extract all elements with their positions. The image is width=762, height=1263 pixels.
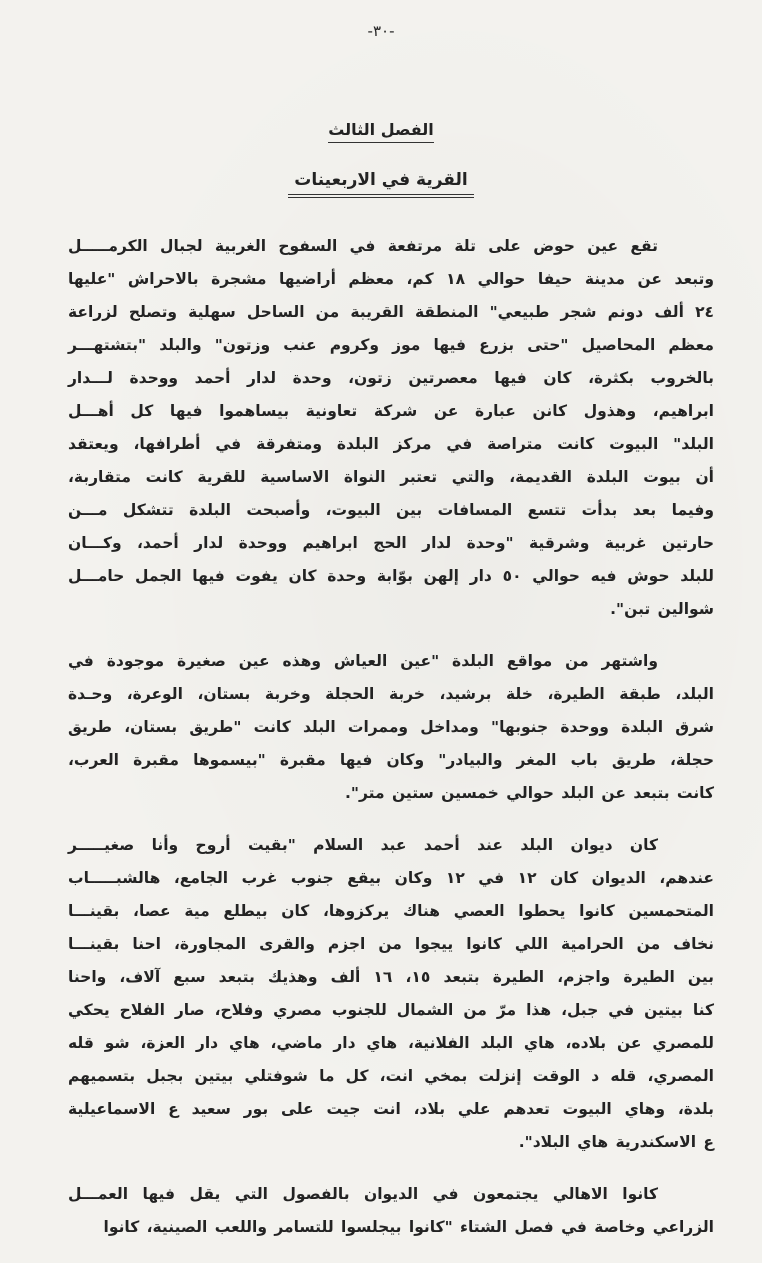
body-text [68, 230, 714, 1263]
text-line: للبلد حوش فيه حوالي ٥٠ دار إلهن بوّابة وحدة كان يفوت فيها الجمل حامـــل [68, 567, 714, 585]
text-line: ٢٤ ألف دونم شجر طبيعي" المنطقة القريبة من الساحل سهلية وتصلح لزراعة [68, 303, 714, 321]
section-heading [0, 170, 762, 190]
text-line: بلدة، وهاي البيوت تعدهم علي بلاد، انت جيت على بور سعيد ع الاسماعيلية [68, 1100, 714, 1118]
text-line: البلد، طبقة الطيرة، خلة برشيد، خربة الحجلة وخربة بستان، الوعرة، وحـدة [68, 685, 714, 703]
text-line: حارتين غربية وشرقية "وحدة لدار الحج ابراهيم ووحدة لدار أحمد، وكـــان [68, 534, 714, 552]
text-line: حجلة، طريق باب المغر والبيادر" وكان فيها مقبرة "بيسموها مقبرة العرب، [68, 751, 714, 769]
text-line: كنا بيتين في جبل، هذا مرّ من الشمال للجنوب مصري وفلاح، صار الفلاح يحكي [68, 1001, 714, 1019]
paragraph [68, 1178, 714, 1244]
text-line: أن بيوت البلدة القديمة، والتي تعتبر النواة الاساسية للقرية كانت متقاربة، [68, 468, 714, 486]
text-line: تقع عين حوض على تلة مرتفعة في السفوح الغربية لجبال الكرمـــــل [68, 237, 658, 255]
chapter-heading [0, 120, 762, 139]
text-line: كان ديوان البلد عند أحمد عبد السلام "بقيت أروح وأنا صغيـــــر [68, 836, 658, 854]
paragraph [68, 829, 714, 1159]
text-line: واشتهر من مواقع البلدة "عين العياش وهذه عين صغيرة موجودة في [68, 652, 658, 670]
text-line: بين الطيرة واجزم، الطيرة بتبعد ١٥، ١٦ ألف وهذيك بتبعد سبع آلاف، واحنا [68, 968, 715, 986]
text-line: شوالين تبن". [610, 600, 714, 618]
text-line: كانوا الاهالي يجتمعون في الديوان بالفصول التي يقل فيها العمـــل [68, 1185, 658, 1203]
text-line: شرق البلدة ووحدة جنوبها" ومداخل وممرات البلد كانت "طريق بستان، طريق [68, 718, 714, 736]
chapter-title: الفصل الثالث [328, 120, 434, 143]
text-line: للمصري عن بلاده، هاي البلد الفلانية، هاي دار ماضي، هاي دار العزة، شو قله [68, 1034, 714, 1052]
text-line: نخاف من الحرامية اللي كانوا ييجوا من اجزم والقرى المجاورة، احنا بقينـــا [68, 935, 714, 953]
text-line: كانت بتبعد عن البلد حوالي خمسين ستين متر". [345, 784, 714, 802]
text-line: ابراهيم، وهذول كانن عبارة عن شركة تعاونية بيساهموا فيها كل أهـــل [68, 402, 714, 420]
text-line: المصري، قله د الوقت إنزلت بمخي انت، كل ما شوفتلي بيتين بجبل بتسميهم [68, 1067, 714, 1085]
text-line: البلد" البيوت كانت متراصة في مركز البلدة ومتفرقة في أطرافها، ويعتقد [68, 435, 714, 453]
text-line: عندهم، الديوان كان ١٢ في ١٢ وكان بيقع جنوب غرب الجامع، هالشبـــــاب [68, 869, 715, 887]
text-line: معظم المحاصيل "حتى بزرع فيها موز وكروم عنب وزتون" والبلد "بتشتهـــر [68, 336, 714, 354]
paragraph [68, 230, 714, 626]
paragraph [68, 645, 714, 810]
text-line: وتبعد عن مدينة حيفا حوالي ١٨ كم، معظم أراضيها مشجرة بالاحراش "عليها [68, 270, 714, 288]
text-line: ع الاسكندرية هاي البلاد". [518, 1133, 714, 1151]
section-title: القرية في الاربعينات [288, 170, 473, 198]
text-line: المتحمسين كانوا يحطوا العصي هناك يركزوها، كان بيطلع مية عصا، بقينـــا [68, 902, 714, 920]
text-line: وفيما بعد بدأت تتسع المسافات بين البيوت، وأصبحت البلدة تتشكل مـــن [68, 501, 714, 519]
page-number: -٣٠- [367, 22, 395, 40]
text-line: بالخروب بكثرة، كان فيها معصرتين زتون، وحدة لدار أحمد ووحدة لـــدار [68, 369, 714, 387]
text-line: الزراعي وخاصة في فصل الشتاء "كانوا بيجلسوا للتسامر واللعب الصينية، كانوا [103, 1218, 714, 1236]
